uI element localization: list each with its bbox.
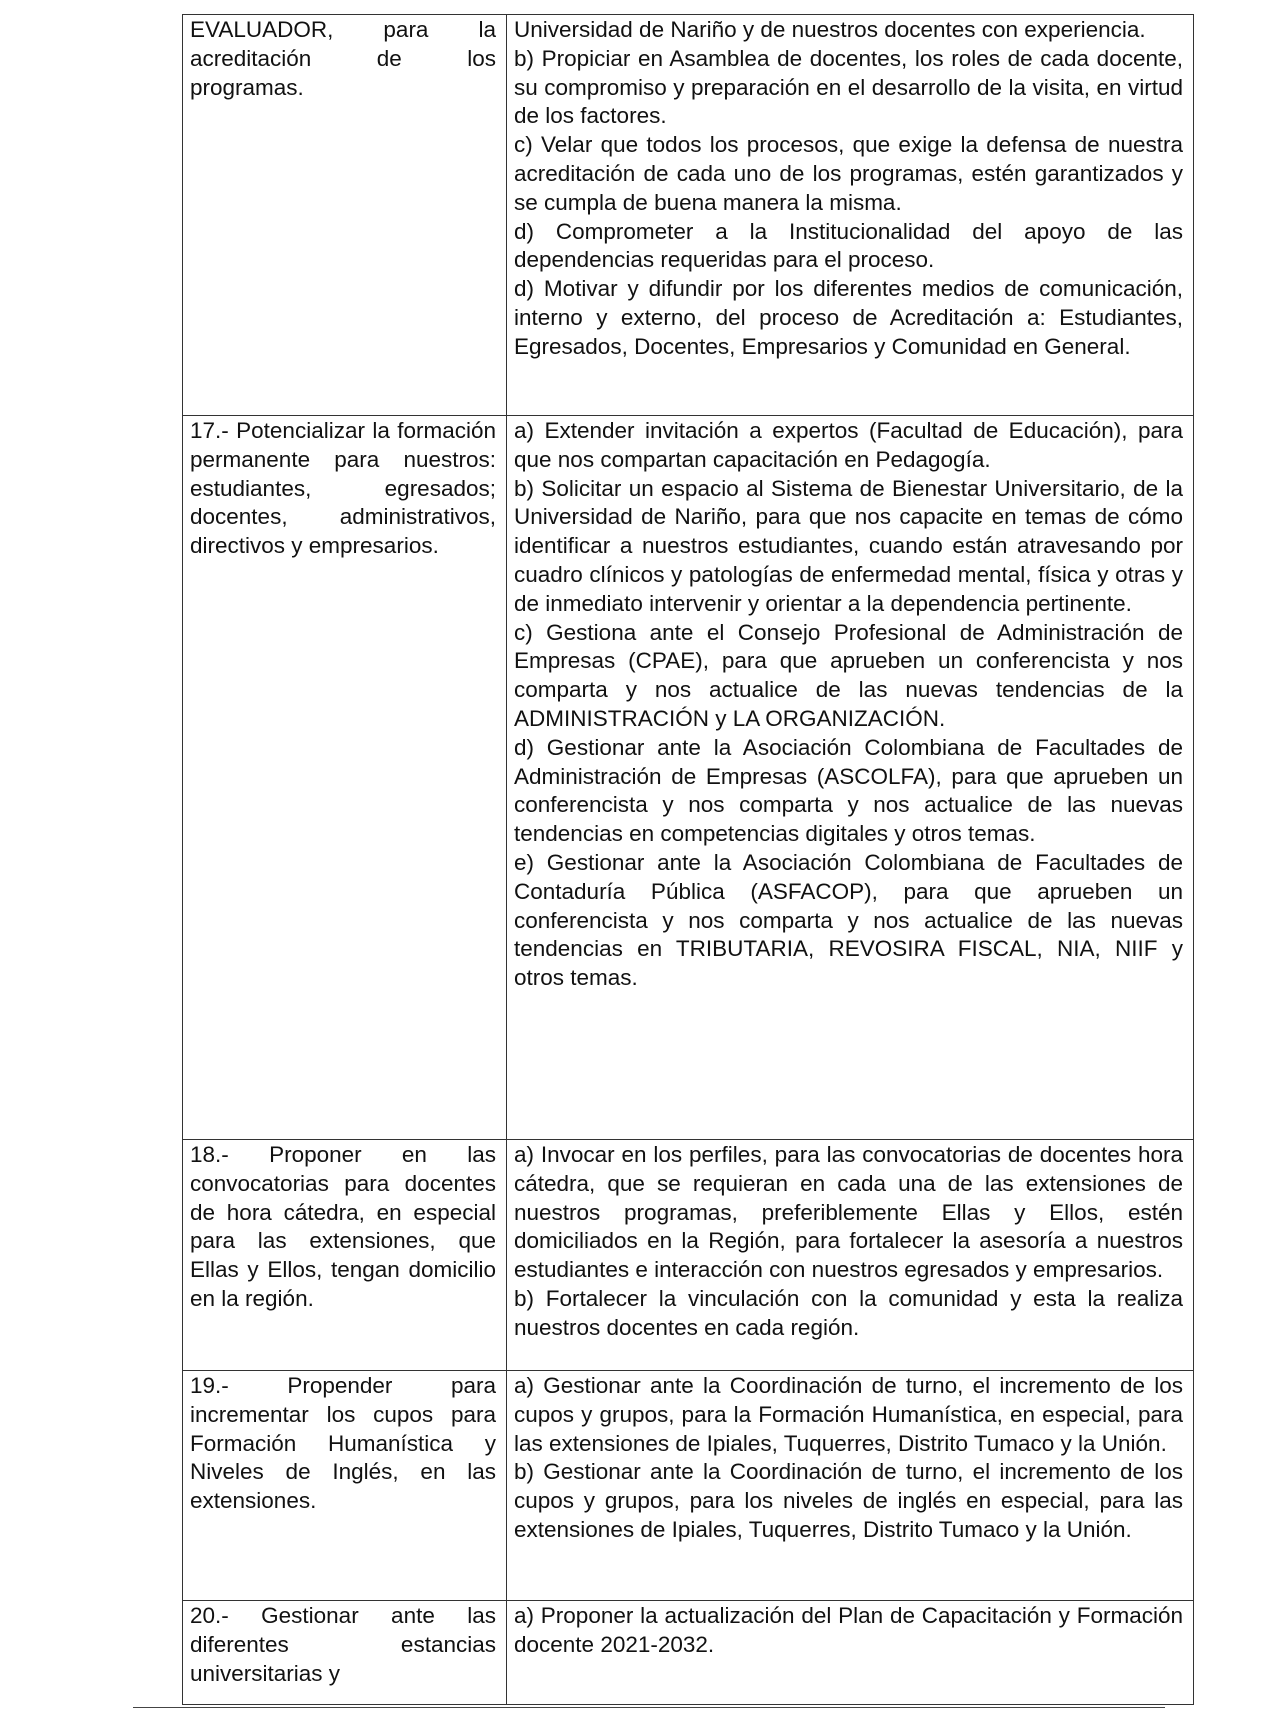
- table-row: [183, 416, 1194, 1140]
- objective-cell: [183, 1140, 507, 1371]
- action-item: e) Gestionar ante la Asociación Colombiana de Facultades de Contaduría Pública (ASFACOP), para que aprueben un conferencista y nos comparta y nos actualice de las nuevas tendencias en TRIBUTARIA, REVOSIRA FISCAL, NIA, NIIF y otros temas.: [514, 849, 1183, 991]
- objective-text: 17.- Potencializar la formación permanente para nuestros: estudiantes, egresados; docentes, administrativos, directivos y empresarios.: [190, 418, 496, 559]
- objective-text: 18.- Proponer en las convocatorias para docentes de hora cátedra, en especial para las extensiones, que Ellas y Ellos, tengan domicilio en la región.: [190, 1142, 496, 1311]
- action-item: a) Proponer la actualización del Plan de Capacitación y Formación docente 2021-2032.: [514, 1603, 1183, 1657]
- plan-table: [182, 14, 1194, 1705]
- actions-cell: [507, 1140, 1194, 1371]
- action-item: d) Gestionar ante la Asociación Colombiana de Facultades de Administración de Empresas (ASCOLFA), para que aprueben un conferencista y nos comparta y nos actualice de las nuevas tendencias en competencias digitales y otros temas.: [514, 734, 1183, 847]
- action-item: a) Invocar en los perfiles, para las convocatorias de docentes hora cátedra, que se requieran en cada una de las extensiones de nuestros programas, preferiblemente Ellas y Ellos, estén domiciliados en la Región, para fortalecer la asesoría a nuestros estudiantes e interacción con nuestros egresados y empresarios.: [514, 1142, 1183, 1283]
- actions-cell: [507, 15, 1194, 416]
- action-item: a) Extender invitación a expertos (Facultad de Educación), para que nos compartan capacitación en Pedagogía.: [514, 418, 1183, 472]
- table-row: [183, 1371, 1194, 1601]
- objective-cell: [183, 15, 507, 416]
- footer-divider: [133, 1707, 1165, 1708]
- action-item: a) Gestionar ante la Coordinación de turno, el incremento de los cupos y grupos, para la Formación Humanística, en especial, para las extensiones de Ipiales, Tuquerres, Distrito Tumaco y la Unión.: [514, 1373, 1183, 1456]
- table-row: [183, 15, 1194, 416]
- action-item: d) Comprometer a la Institucionalidad del apoyo de las dependencias requeridas para el proceso.: [514, 218, 1183, 273]
- action-item: b) Gestionar ante la Coordinación de turno, el incremento de los cupos y grupos, para los niveles de inglés en especial, para las extensiones de Ipiales, Tuquerres, Distrito Tumaco y la Unión.: [514, 1459, 1183, 1542]
- actions-cell: [507, 1371, 1194, 1601]
- table-row: [183, 1601, 1194, 1705]
- objective-cell: [183, 416, 507, 1140]
- objective-text: EVALUADOR, para la acreditación de los programas.: [190, 17, 496, 100]
- action-item: Universidad de Nariño y de nuestros docentes con experiencia.: [514, 17, 1146, 42]
- table-row: [183, 1140, 1194, 1371]
- objective-text: 19.- Propender para incrementar los cupos para Formación Humanística y Niveles de Inglés, en las extensiones.: [190, 1373, 496, 1514]
- action-item: c) Velar que todos los procesos, que exige la defensa de nuestra acreditación de cada uno de los programas, estén garantizados y se cumpla de buena manera la misma.: [514, 132, 1183, 215]
- action-item: d) Motivar y difundir por los diferentes medios de comunicación, interno y externo, del proceso de Acreditación a: Estudiantes, Egresados, Docentes, Empresarios y Comunidad en General.: [514, 276, 1183, 359]
- action-item: b) Propiciar en Asamblea de docentes, los roles de cada docente, su compromiso y preparación en el desarrollo de la visita, en virtud de los factores.: [514, 45, 1183, 129]
- actions-cell: [507, 1601, 1194, 1705]
- objective-cell: [183, 1371, 507, 1601]
- objective-cell: [183, 1601, 507, 1705]
- actions-cell: [507, 416, 1194, 1140]
- action-item: c) Gestiona ante el Consejo Profesional de Administración de Empresas (CPAE), para que aprueben un conferencista y nos comparta y nos actualice de las nuevas tendencias de la ADMINISTRACIÓN y LA ORGANIZACIÓN.: [514, 619, 1183, 731]
- action-item: b) Solicitar un espacio al Sistema de Bienestar Universitario, de la Universidad de Nariño, para que nos capacite en temas de cómo identificar a nuestros estudiantes, cuando están atravesando por cuadro clínicos y patologías de enfermedad mental, física y otras y de inmediato intervenir y orientar a la dependencia pertinente.: [514, 475, 1183, 616]
- objective-text: 20.- Gestionar ante las diferentes estancias universitarias y: [190, 1603, 496, 1686]
- action-item: b) Fortalecer la vinculación con la comunidad y esta la realiza nuestros docentes en cada región.: [514, 1285, 1183, 1340]
